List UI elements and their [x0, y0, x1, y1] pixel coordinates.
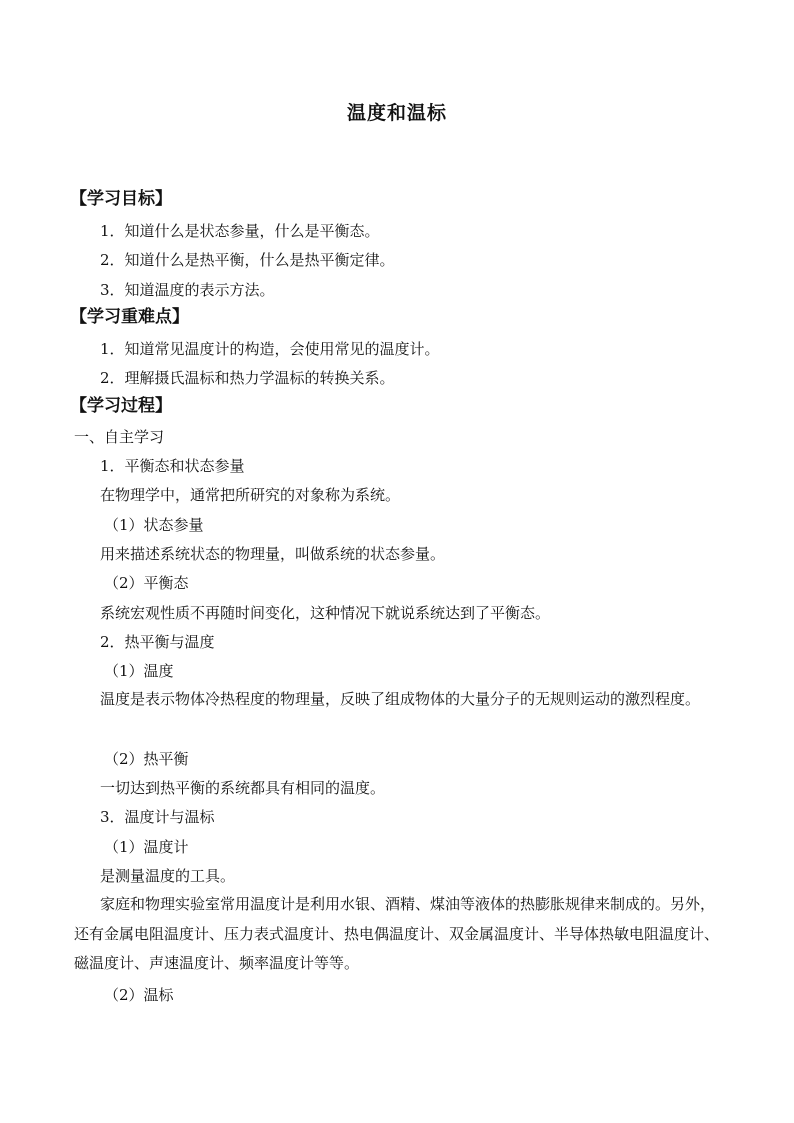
objectives-heading: 【学习目标】: [70, 189, 172, 209]
subsection-title-thermal-equilibrium: （2）热平衡: [104, 750, 189, 768]
paragraph-thermometer-types: 家庭和物理实验室常用温度计是利用水银、酒精、煤油等液体的热膨胀规律来制成的。另外，还有金属电阻温度计、压力表式温度计、热电偶温度计、双金属温度计、半导体热敏电阻温度计、磁温度计、声速温度计、频率温度计等等。: [74, 895, 720, 972]
part-title-self-study: 一、自主学习: [74, 428, 165, 446]
objective-item: 3．知道温度的表示方法。: [100, 281, 275, 299]
key-point-item: 2．理解摄氏温标和热力学温标的转换关系。: [100, 369, 395, 387]
paragraph-state-parameter: 用来描述系统状态的物理量，叫做系统的状态参量。: [100, 545, 446, 563]
key-points-heading: 【学习重难点】: [70, 307, 189, 327]
subsection-title-state-parameter: （1）状态参量: [104, 516, 204, 534]
paragraph-thermometer-tool: 是测量温度的工具。: [100, 867, 236, 885]
section-title-thermal-equilibrium: 2．热平衡与温度: [100, 633, 215, 651]
section-title-equilibrium: 1．平衡态和状态参量: [100, 457, 245, 475]
subsection-title-temperature-scale: （2）温标: [104, 986, 174, 1004]
paragraph-equilibrium-state: 系统宏观性质不再随时间变化，这种情况下就说系统达到了平衡态。: [100, 604, 551, 622]
subsection-title-temperature: （1）温度: [104, 662, 174, 680]
key-point-item: 1．知道常见温度计的构造，会使用常见的温度计。: [100, 340, 440, 358]
section-title-thermometer-scale: 3．温度计与温标: [100, 808, 215, 826]
subsection-title-equilibrium-state: （2）平衡态: [104, 574, 189, 592]
process-heading: 【学习过程】: [70, 396, 172, 416]
subsection-title-thermometer: （1）温度计: [104, 838, 189, 856]
objective-item: 1．知道什么是状态参量，什么是平衡态。: [100, 222, 380, 240]
objective-item: 2．知道什么是热平衡，什么是热平衡定律。: [100, 251, 395, 269]
paragraph-thermal-equilibrium: 一切达到热平衡的系统都具有相同的温度。: [100, 779, 386, 797]
paragraph-system: 在物理学中，通常把所研究的对象称为系统。: [100, 486, 401, 504]
paragraph-temperature: 温度是表示物体冷热程度的物理量，反映了组成物体的大量分子的无规则运动的激烈程度。: [100, 690, 701, 708]
page-title: 温度和温标: [346, 102, 447, 124]
